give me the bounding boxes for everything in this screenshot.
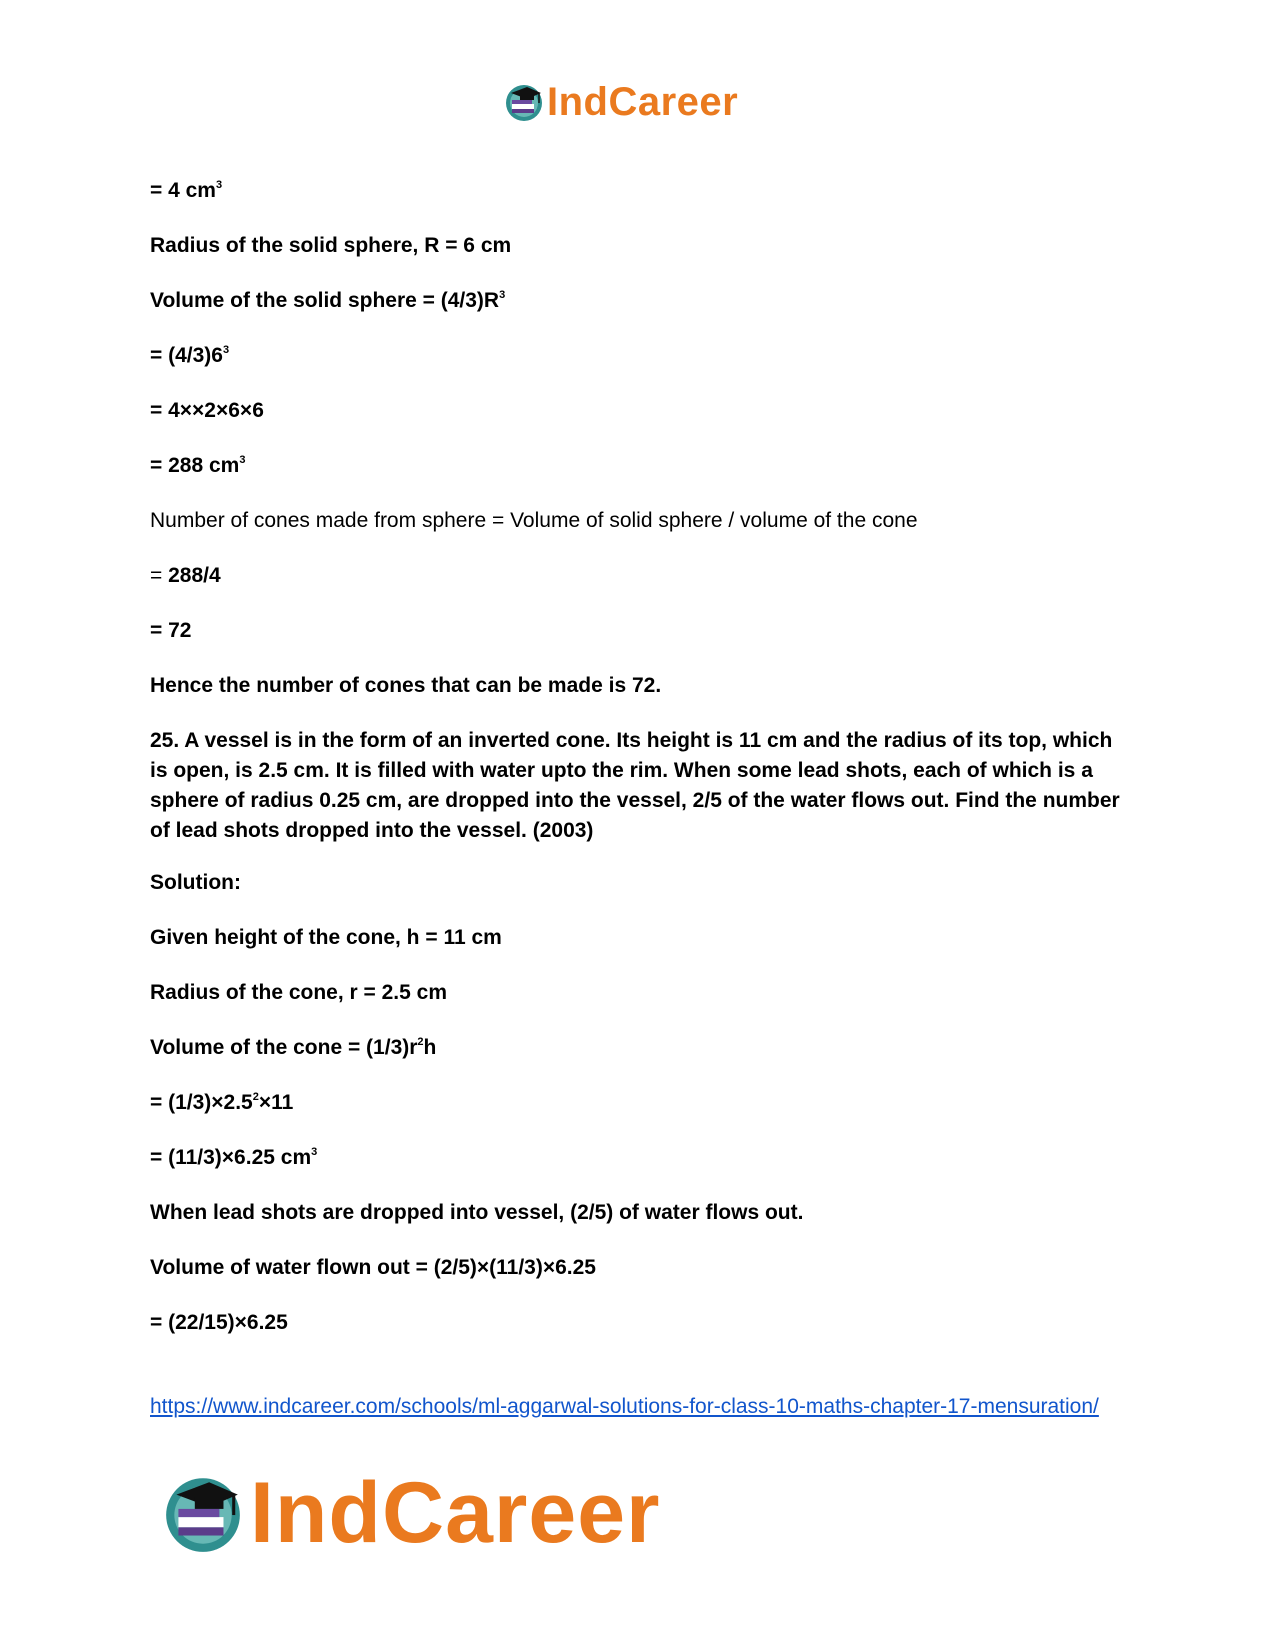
text-line: = (11/3)×6.25 $cm^3$: [150, 1146, 318, 1169]
text-line: Volume of the cone = $(1/3)r^2h$: [150, 1036, 437, 1059]
text-line: = 4××2×6×6: [150, 399, 264, 422]
solution-heading: Solution:: [150, 871, 241, 894]
text-line: Hence the number of cones that can be made is 72.: [150, 674, 662, 697]
text-line: = 288/4: [150, 564, 221, 587]
graduation-cap-book-globe-icon: [503, 81, 545, 123]
text-line: Number of cones made from sphere = Volume of solid sphere / volume of the cone: [150, 509, 918, 532]
logo-text: IndCareer: [547, 79, 739, 124]
footer-logo: [160, 1464, 661, 1561]
text-line: Radius of the solid sphere, R = 6 cm: [150, 234, 512, 257]
text-line: = 72: [150, 619, 192, 642]
question-text: 25. A vessel is in the form of an inverted cone. Its height is 11 cm and the radius of its top, which is open, is 2.5 cm. It is filled with water upto the rim. When some lead shots, each of which is a sphere of radius 0.25 cm, are dropped into the vessel, 2/5 of the water flows out. Find the number of lead shots dropped into the vessel. (2003): [150, 729, 1120, 842]
text-line: = $(1/3)\times 2.5^2\times 11$: [150, 1091, 294, 1114]
text-line: = (22/15)×6.25: [150, 1311, 288, 1334]
text-line: = 288 $cm^3$: [150, 454, 246, 477]
text-line: Volume of the solid sphere = $(4/3)R^3$: [150, 289, 506, 312]
text-line: Given height of the cone, h = 11 cm: [150, 926, 502, 949]
text-line: Radius of the cone, r = 2.5 cm: [150, 981, 448, 1004]
logo-text: IndCareer: [250, 1464, 661, 1561]
text-line: = $(4/3)6^3$: [150, 344, 230, 367]
text-line: = 4 $cm^3$: [150, 179, 223, 202]
source-link[interactable]: https://www.indcareer.com/schools/ml-aggarwal-solutions-for-class-10-maths-chapter-17-mensuration/: [150, 1395, 1099, 1418]
page-content: [150, 176, 1130, 1363]
header-logo: [503, 80, 738, 124]
graduation-cap-book-globe-icon: [160, 1470, 246, 1556]
text-line: Volume of water flown out = (2/5)×(11/3)×6.25: [150, 1256, 596, 1279]
text-line: When lead shots are dropped into vessel, (2/5) of water flows out.: [150, 1201, 804, 1224]
